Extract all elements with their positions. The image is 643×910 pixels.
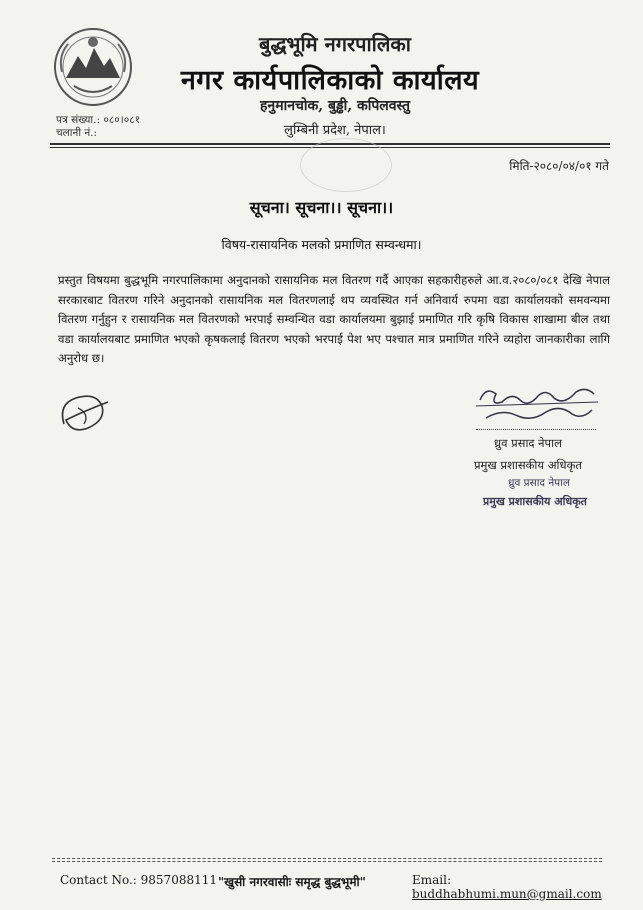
dispatch-number-label: चलानी नं.: [56, 127, 98, 139]
footer-email-link[interactable]: buddhabhumi.mun@gmail.com [412, 887, 602, 901]
signature-line [476, 429, 596, 430]
handwritten-signature [472, 378, 602, 428]
municipality-name: बुद्धभूमि नगरपालिका [259, 32, 411, 56]
office-stamp [300, 138, 392, 192]
footer-email [412, 873, 643, 901]
letter-number-value: ०८०।०८१ [103, 114, 141, 126]
signatory-title: प्रमुख प्रशासकीय अधिकृत [474, 458, 582, 472]
footer-slogan: "खुसी नगरवासीः समृद्ध बुद्धभूमी" [218, 875, 366, 889]
footer-divider-second [52, 861, 602, 862]
letter-body: प्रस्तुत विषयमा बुद्धभूमि नगरपालिकामा अनुदानको रासायनिक मल वितरण गर्दै आएका सहकारीहरुले आ.व.२०८०/०८१ देखि नेपाल सरकारबाट वितरण गरिने अनुदानको रासायनिक मल वितरणलाई थप व्यवस्थित गर्न अनिवार्य रुपमा वडा कार्यालयको समवन्यमा वितरण गर्नुहुन र रासायनिक मल वितरणको भरपाई सम्वन्धित वडा कार्यालयमा बुझाई प्रमाणित गरि कृषि विकास शाखामा बील तथा वडा कार्यालयबाट प्रमाणित भएको कृषकलाई वितरण भएको भरपाई पेश भए पश्चात मात्र प्रमाणित गरिने व्यहोरा जानकारीका लागि अनुरोध छ। [58, 273, 610, 365]
footer-contact: Contact No.: 9857088111 [60, 873, 218, 887]
office-province: लुम्बिनी प्रदेश, नेपाल। [284, 123, 386, 138]
initials-signature [54, 390, 116, 436]
letter-number-label: पत्र संख्या.: [56, 114, 101, 126]
footer-email-label: Email: [412, 873, 452, 887]
letter-subject: विषय-रासायनिक मलको प्रमाणित सम्वन्धमा। [221, 237, 422, 252]
footer-divider [52, 858, 602, 859]
letter-number [56, 113, 140, 127]
signatory-name: ध्रुव प्रसाद नेपाल [494, 436, 562, 450]
nepal-government-emblem-icon [52, 26, 134, 108]
stamp-signatory-title: प्रमुख प्रशासकीय अधिकृत [483, 495, 587, 508]
notice-title: सूचना। सूचना।। सूचना।। [249, 198, 394, 217]
letter-date: मिति-२०८०/०४/०१ गते [509, 159, 609, 173]
stamp-signatory-name: ध्रुव प्रसाद नेपाल [508, 477, 570, 489]
office-address: हनुमानचोक, बुड्ढी, कपिलवस्तु [260, 98, 410, 114]
office-name: नगर कार्यपालिकाको कार्यालय [180, 65, 480, 96]
